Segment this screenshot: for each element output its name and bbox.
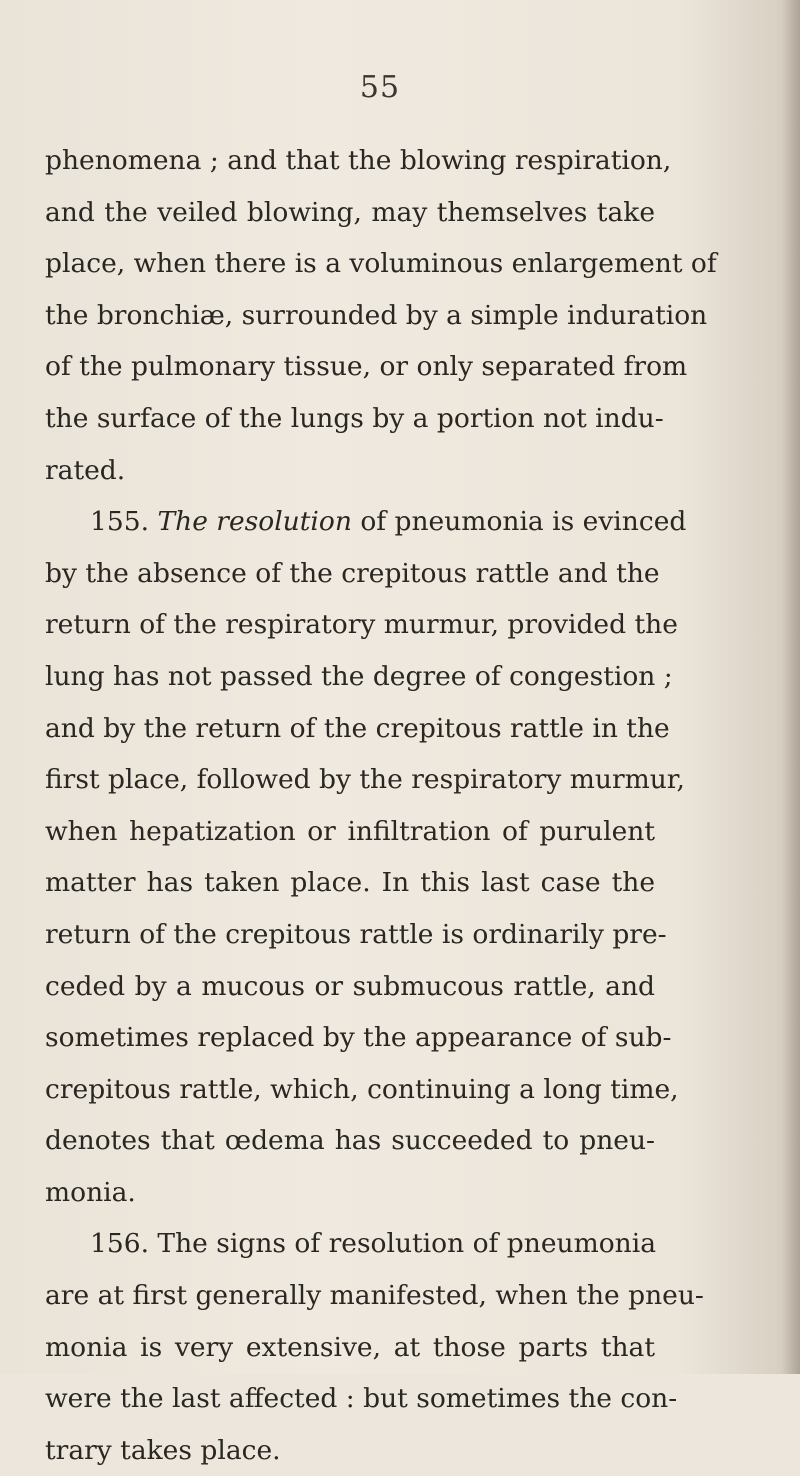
body-text xyxy=(45,135,717,1476)
text-line: the surface of the lungs by a portion not indu- xyxy=(45,402,664,434)
text-line: matter has taken place. In this last case the xyxy=(45,867,655,899)
text-line: are at first generally manifested, when the pneu- xyxy=(45,1280,704,1312)
section-156-line: 156. The signs of resolution of pneumonia xyxy=(90,1228,656,1260)
text-line: and by the return of the crepitous rattle in the xyxy=(45,712,670,744)
text-line: phenomena ; and that the blowing respiration, xyxy=(45,145,672,176)
text-line: lung has not passed the degree of congestion ; xyxy=(45,660,673,692)
text-line: were the last affected : but sometimes the con- xyxy=(45,1383,678,1415)
text-line: return of the respiratory murmur, provided the xyxy=(45,609,678,641)
text-line: of the pulmonary tissue, or only separated from xyxy=(45,351,688,383)
text-line: monia is very extensive, at those parts that xyxy=(45,1331,655,1363)
section-line-rest: of pneumonia is evinced xyxy=(360,506,687,538)
section-title-italic: The resolution xyxy=(157,506,352,538)
text-line: sometimes replaced by the appearance of sub- xyxy=(45,1022,672,1054)
section-number: 155. xyxy=(90,506,150,538)
text-line: the bronchiæ, surrounded by a simple induration xyxy=(45,299,708,331)
text-line: rated. xyxy=(45,454,126,486)
text-line: denotes that œdema has succeeded to pneu- xyxy=(45,1125,655,1157)
page-number: 55 xyxy=(359,70,401,105)
page-edge-shadow xyxy=(782,0,800,1374)
text-line: monia. xyxy=(45,1176,136,1208)
text-line: return of the crepitous rattle is ordinarily pre- xyxy=(45,918,667,950)
text-line: and the veiled blowing, may themselves take xyxy=(45,196,655,228)
text-line: first place, followed by the respiratory murmur, xyxy=(45,764,685,796)
text-line: by the absence of the crepitous rattle and the xyxy=(45,557,660,589)
text-line: when hepatization or infiltration of purulent xyxy=(45,815,655,847)
text-line: place, when there is a voluminous enlargement of xyxy=(45,248,717,280)
section-155-heading-line xyxy=(45,496,687,548)
text-line: crepitous rattle, which, continuing a long time, xyxy=(45,1073,679,1105)
text-line: ceded by a mucous or submucous rattle, and xyxy=(45,970,655,1002)
text-line: trary takes place. xyxy=(45,1434,281,1466)
